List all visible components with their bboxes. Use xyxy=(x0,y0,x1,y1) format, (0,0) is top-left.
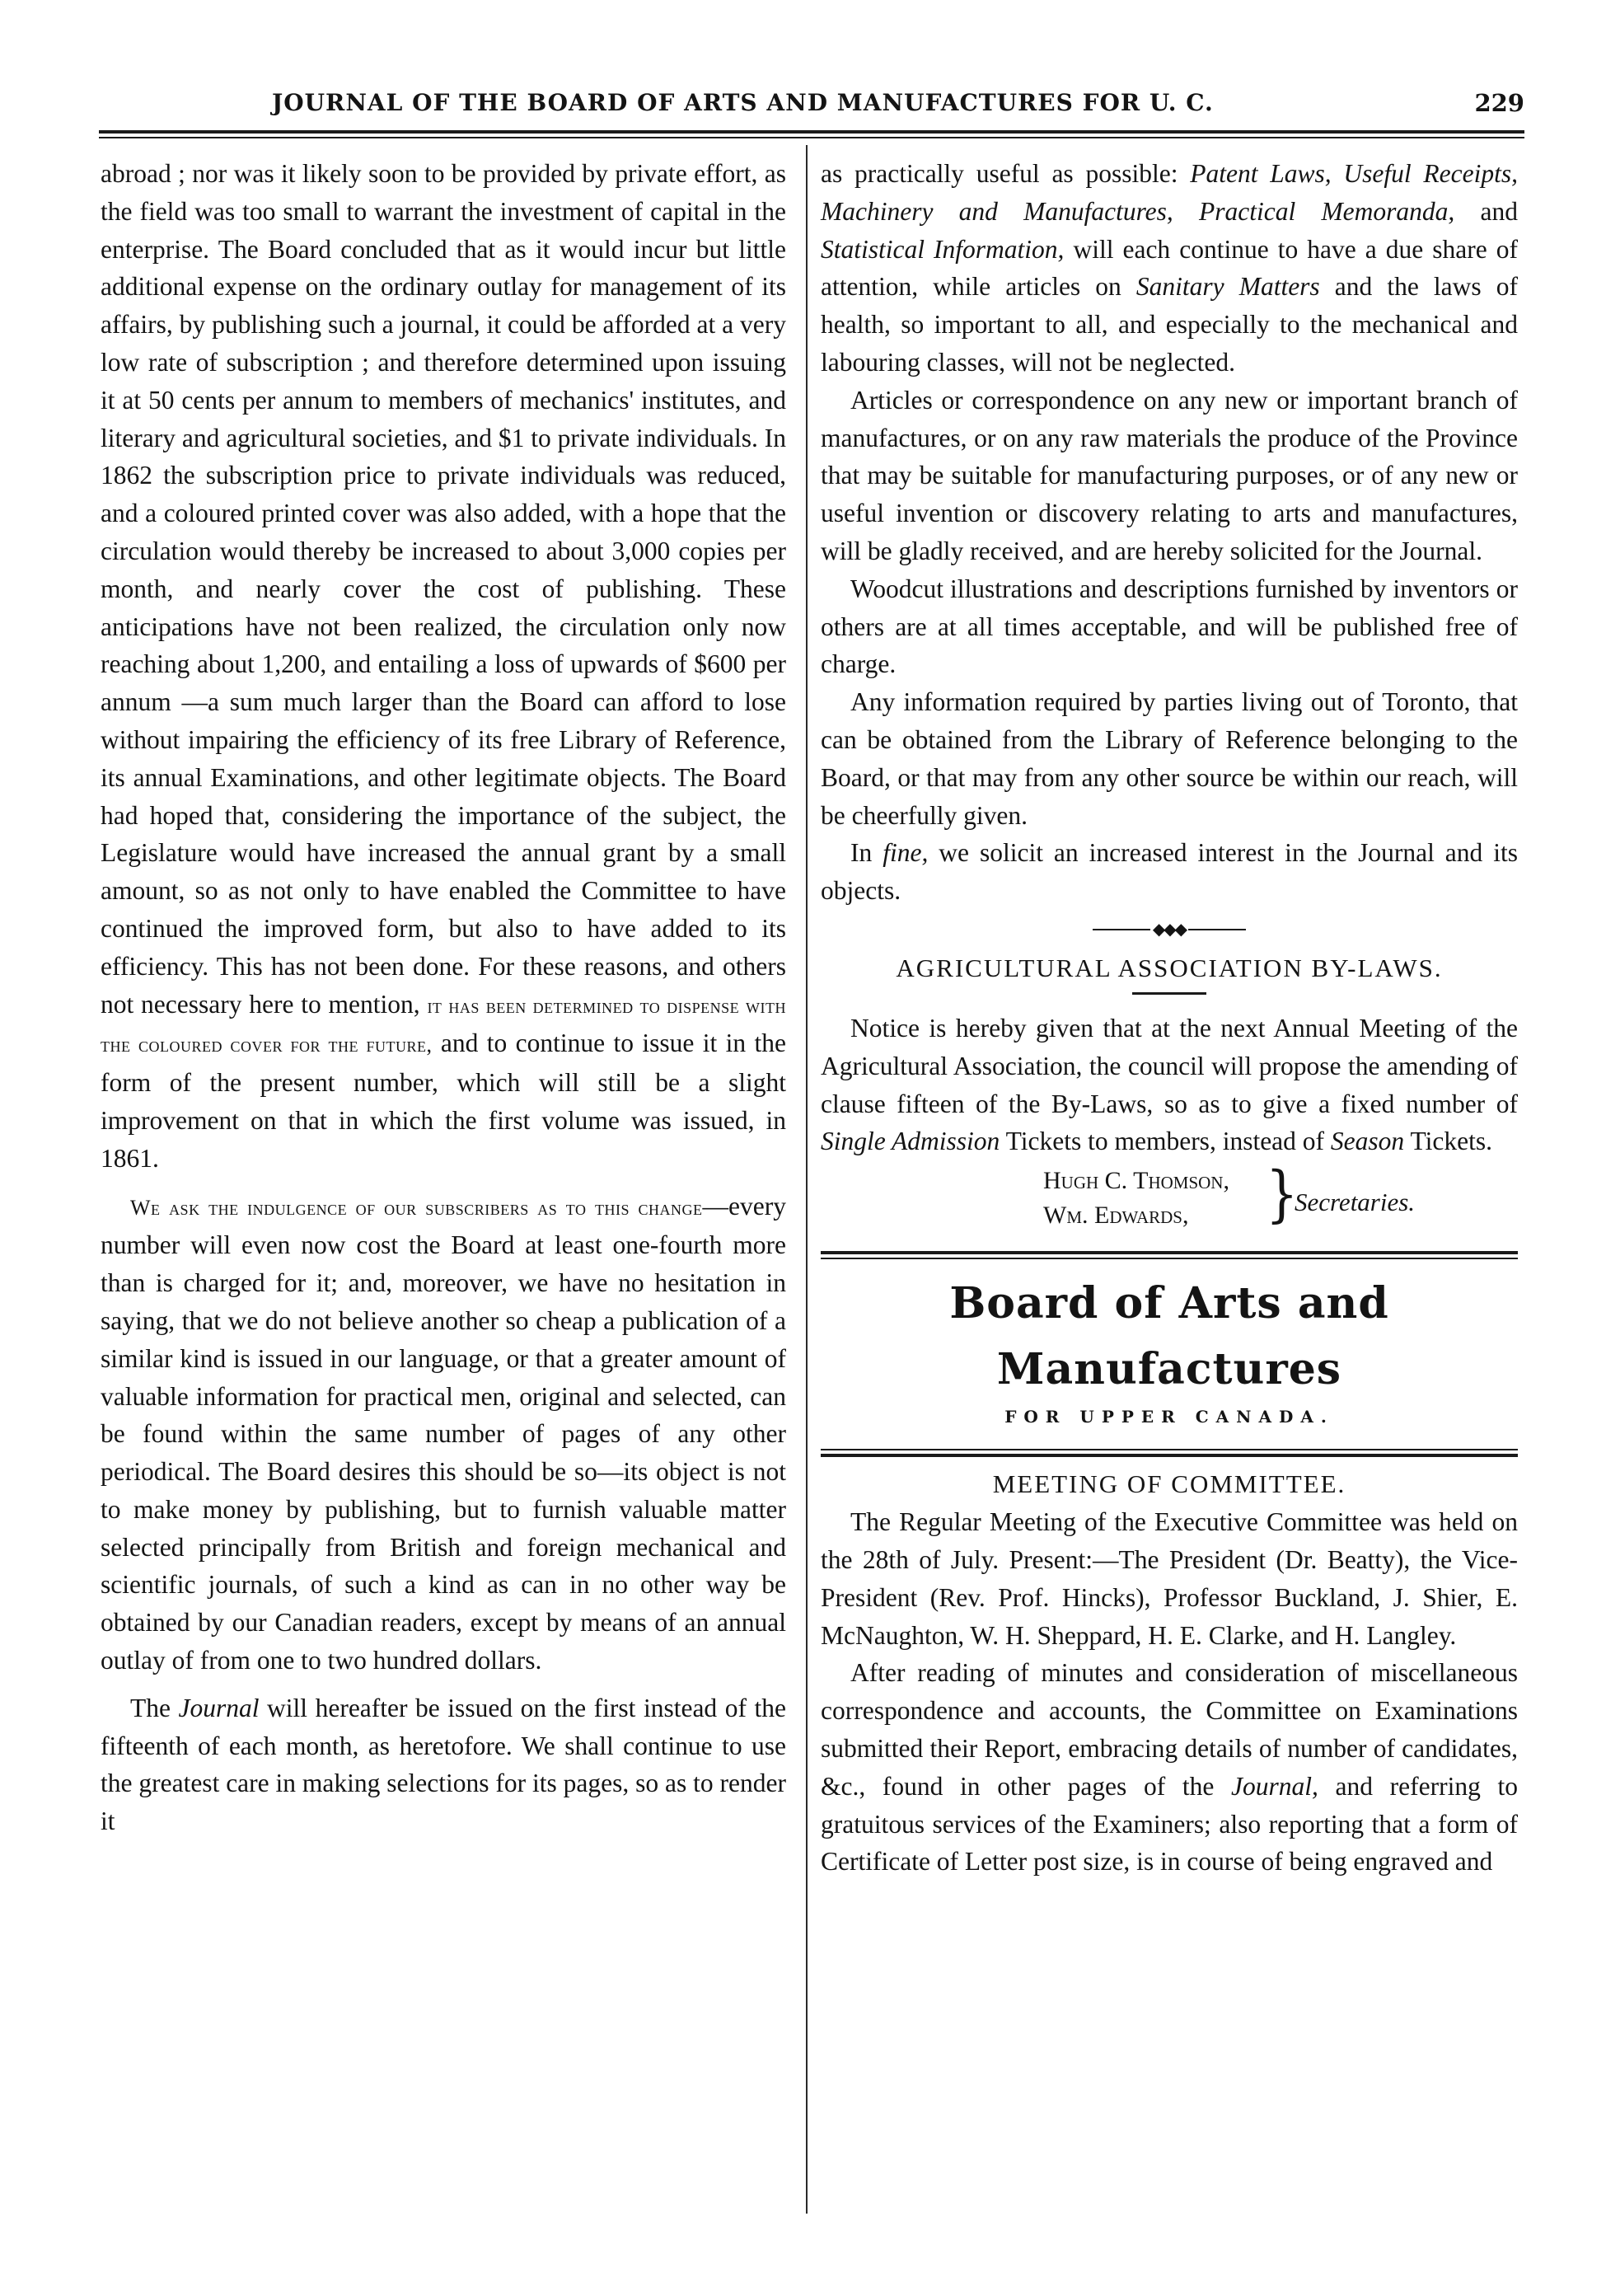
right-column xyxy=(821,155,1518,1881)
right-p1-d: and the laws of health, so important to all, and especially to the mechanical and labouring classes, will not be neglected. xyxy=(821,272,1518,377)
board-rule-top xyxy=(821,1251,1518,1254)
left-p1-end: and to continue to issue it in the form of the present number, which will still be a slight improvement on that in which the first volume was issued, in 1861. xyxy=(101,1029,786,1173)
column-divider xyxy=(806,145,808,2214)
meeting-paragraph-2 xyxy=(821,1654,1518,1881)
header-rule-thin xyxy=(99,137,1524,138)
left-p1-smallcaps: it has been determined to dispense with the coloured cover for the future, xyxy=(101,993,787,1057)
right-p1-b: and xyxy=(1454,196,1518,226)
right-paragraph-4: Any information required by parties living out of Toronto, that can be obtained from the Library of Reference belonging to the Board, or that may from any other source be within our reach, will be cheerfully given. xyxy=(821,687,1518,830)
section-heading-bylaws: AGRICULTURAL ASSOCIATION BY-LAWS. xyxy=(896,953,1443,982)
board-title: Board of Arts and Manufactures xyxy=(949,1278,1389,1395)
left-p2-text: —every number will even now cost the Board at least one-fourth more than is charged for it; and, moreover, we have no hesitation in saying, that we do not believe another so cheap a publication of a similar kind is issued in our language, or that a greater amount of valuable information for practical men, original and selected, can be found within the same number of pages of any other periodical. The Board desires this should be so—its object is not to make money by publishing, but to furnish valuable matter selected principally from British and foreign mechanical and scientific journals, of such a kind as can in no other way be obtained by our Canadian readers, except by means of an annual outlay of from one to two hundred dollars. xyxy=(101,1191,786,1675)
signer-2: Wm. Edwards, xyxy=(1043,1202,1189,1230)
page-number: 229 xyxy=(1474,89,1524,117)
right-p1-c: will each continue to have a due share of attention, while articles on xyxy=(821,234,1518,302)
board-rule-bottom xyxy=(821,1454,1518,1457)
left-column xyxy=(101,155,786,1840)
left-p1-text: abroad ; nor was it likely soon to be provided by private effort, as the field was too small to warrant the investment of capital in the enterprise. The Board concluded that as it would incur but little additional expense on the ordinary outlay for management of its affairs, by publishing such a journal, it could be afforded at a very low rate of subscription ; and therefore determined upon issuing it at 50 cents per annum to members of mechanics' institutes, and literary and agricultural societies, and $1 to private individuals. In 1862 the subscription price to private individuals was reduced, and a coloured printed cover was also added, with a hope that the circulation would thereby be increased to about 3,000 copies per month, and nearly cover the cost of publishing. These anticipations have not been realized, the circulation only now reaching about 1,200, and entailing a loss of upwards of $600 per annum —a sum much larger than the Board can afford to lose without impairing the efficiency of its free Library of Reference, its annual Examinations, and other legitimate objects. The Board had hoped that, considering the importance of the subject, the Legislature would have increased the annual grant by a small amount, so as not only to have enabled the Committee to have continued the improved form, but also to have added to its efficiency. This has not been done. For these reasons, and others not necessary here to mention, xyxy=(101,159,786,1019)
signer-role: Secretaries. xyxy=(1295,1188,1416,1217)
left-p2-smallcaps: We ask the indulgence of our subscribers as to this change xyxy=(130,1195,703,1220)
meeting-heading: MEETING OF COMMITTEE. xyxy=(992,1469,1346,1499)
running-head-title: JOURNAL OF THE BOARD OF ARTS AND MANUFACTURES FOR U. C. xyxy=(272,89,1214,116)
notice-a: Notice is hereby given that at the next Annual Meeting of the Agricultural Association, the council will propose the amending of clause fifteen of the By-Laws, so as to give a fixed number of xyxy=(821,1013,1518,1118)
notice-b: Tickets to members, instead of xyxy=(1000,1127,1331,1156)
right-paragraph-3: Woodcut illustrations and descriptions furnished by inventors or others are at all times acceptable, and will be published free of charge. xyxy=(821,574,1518,679)
right-p5-a: In xyxy=(850,838,883,868)
right-paragraph-5 xyxy=(821,834,1518,910)
right-p1-italic-1: Patent Laws, Useful Receipts, Machinery and Manufactures, Practical Memoranda, xyxy=(821,159,1518,226)
right-p5-b: we solicit an increased interest in the Journal and its objects. xyxy=(821,838,1518,906)
m2-a: After reading of minutes and consideration of miscellaneous correspondence and accounts, the Committee on Examinations submitted their Report, embracing details of number of candidates, &c., found in other pages of the xyxy=(821,1658,1518,1801)
signature-brace: } xyxy=(1266,1157,1299,1230)
right-paragraph-1 xyxy=(821,155,1518,382)
right-paragraph-2: Articles or correspondence on any new or important branch of manufactures, or on any raw materials the produce of the Province that may be suitable for manufacturing purposes, or of any new or useful invention or discovery relating to arts and manufactures, will be gladly received, and are hereby solicited for the Journal. xyxy=(821,385,1518,565)
section-ornament: ◆◆◆ xyxy=(821,910,1518,948)
left-paragraph-3 xyxy=(101,1689,786,1840)
right-p5-fine: fine, xyxy=(883,838,929,868)
right-p1-italic-2: Statistical Information, xyxy=(821,234,1065,264)
notice-single-admission: Single Admission xyxy=(821,1127,1000,1156)
signature-block xyxy=(821,1157,1518,1239)
left-p3-a: The xyxy=(130,1693,179,1722)
running-head xyxy=(99,89,1524,130)
signer-names xyxy=(1043,1164,1229,1233)
notice-season: Season xyxy=(1330,1127,1405,1156)
left-paragraph-2 xyxy=(101,1188,786,1680)
left-p3-b: will hereafter be issued on the first instead of the fifteenth of each month, as heretofore. We shall continue to use the greatest care in making selections for its pages, so as to render it xyxy=(101,1693,786,1836)
signer-1: Hugh C. Thomson, xyxy=(1043,1167,1229,1195)
board-rule-top-thin xyxy=(821,1258,1518,1259)
left-p3-journal: Journal xyxy=(178,1693,260,1722)
notice-c: Tickets. xyxy=(1404,1127,1492,1156)
heading-rule xyxy=(1132,992,1206,995)
m2-b: and referring to gratuitous services of the Examiners; also reporting that a form of Certificate of Letter post size, is in course of being engraved and xyxy=(821,1771,1519,1877)
board-rule-bottom-thin xyxy=(821,1449,1518,1450)
m2-journal: Journal, xyxy=(1231,1771,1318,1801)
bylaws-notice xyxy=(821,1010,1518,1160)
header-rule-thick xyxy=(99,130,1524,134)
left-paragraph-1 xyxy=(101,155,786,1178)
board-subtitle: FOR UPPER CANADA. xyxy=(1004,1407,1334,1427)
right-p1-a: as practically useful as possible: xyxy=(821,159,1191,188)
meeting-paragraph-1: The Regular Meeting of the Executive Committee was held on the 28th of July. Present:—The President (Dr. Beatty), the Vice-President (Rev. Prof. Hincks), Professor Buckland, J. Shier, E. McNaughton, W. H. Sheppard, H. E. Clarke, and H. Langley. xyxy=(821,1507,1518,1650)
right-p1-italic-3: Sanitary Matters xyxy=(1135,272,1320,302)
